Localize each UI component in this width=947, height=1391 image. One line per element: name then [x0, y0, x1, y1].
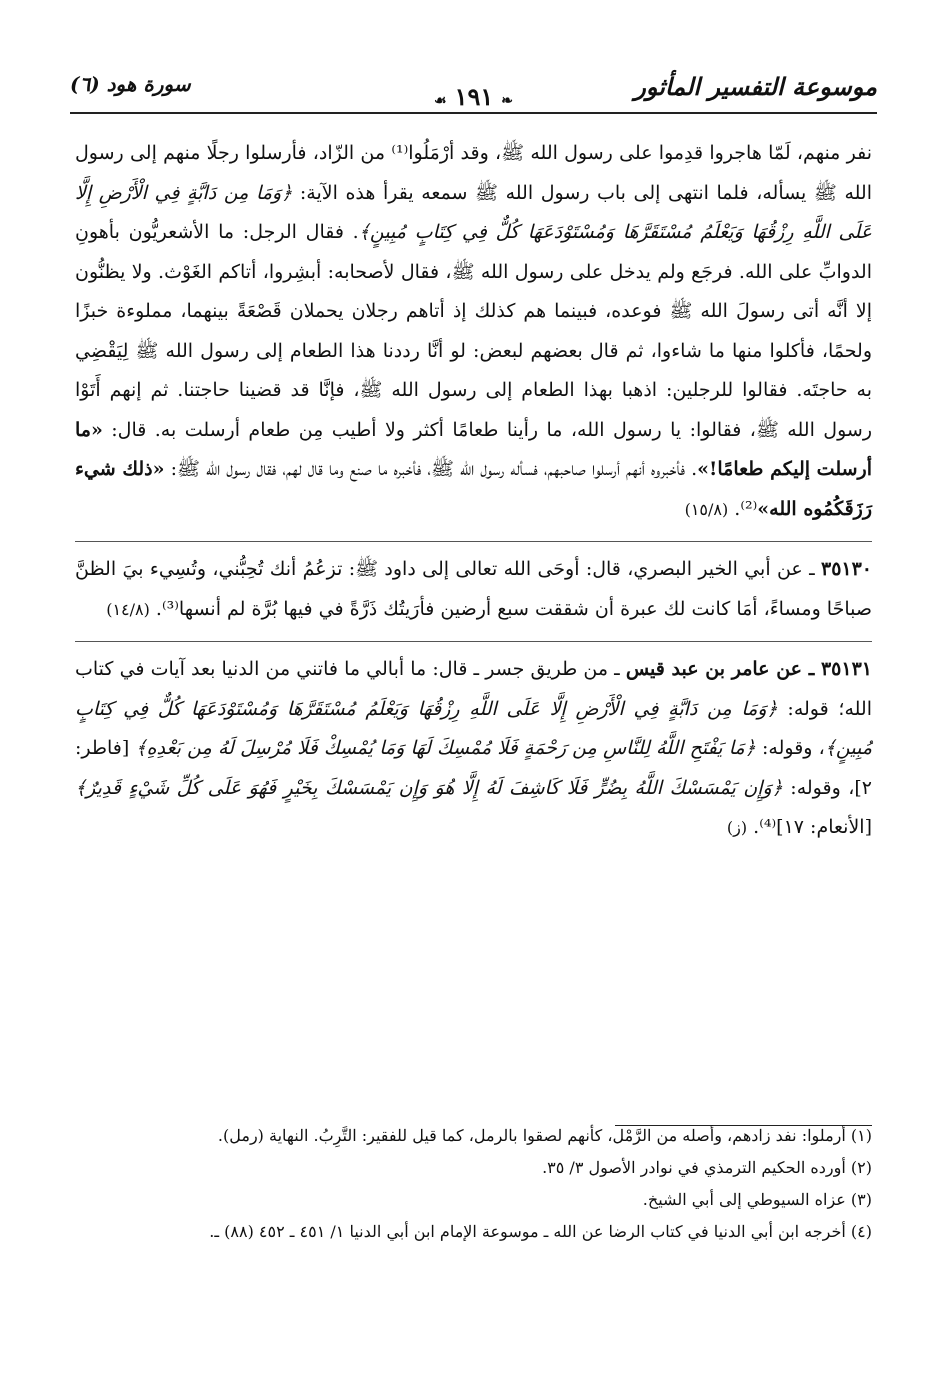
entry-number: ٣٥١٣١: [820, 658, 872, 680]
entry-35130: [75, 541, 872, 629]
text-run: [الأنعام: ١٧]⁽⁴⁾.: [747, 816, 872, 838]
quran-verse: ﴿وَمَا مِن دَابَّةٍ فِي الْأَرْضِ إِلَّا عَلَى اللَّهِ رِزْقُهَا وَيَعْلَمُ مُسْتَقَرَّهَا وَمُسْتَوْدَعَهَا كُلٌّ فِي كِتَابٍ مُبِينٍ﴾: [75, 181, 872, 243]
footnotes: [75, 1120, 872, 1248]
text-run: ـ من طريق جسر ـ قال: ما أبالي ما فاتني من الدنيا بعد آيات في كتاب الله؛ قوله:: [75, 658, 872, 720]
right-ornament-icon: ☙: [434, 93, 447, 109]
text-run: . فقال الرجل: ما الأشعريُّون بأهونِ الدوابِّ على الله. فرجَع ولم يدخل على رسول الله ﷺ، فقال لأصحابه: أبشِروا، أتاكم الغَوْث. ولا يظنُّون إلا أنَّه أتى رسولَ الله ﷺ فوعده، فبينما هم كذلك إذ أتاهم رجلان يحملان قَصْعَةً بينهما، مملوءة خبزًا ولحمًا، فأكلوا منها ما شاءوا، ثم قال بعضهم لبعض: لو أنَّا رددنا هذا الطعام إلى رسول الله ﷺ لِيَقْضِي به حاجتَه. فقالوا للرجلين: اذهبا بهذا الطعام إلى رسول الله ﷺ، فإنَّا قد قضينا حاجتنا. ثم إنهم أَتَوْا رسول الله ﷺ، فقالوا: يا رسول الله، ما رأينا طعامًا أكثر ولا أطيب مِن طعام أرسلت به. قال:: [75, 221, 872, 441]
source-reference: (١٥/٨): [684, 499, 729, 519]
quran-verse: ﴿وَمَا مِن دَابَّةٍ فِي الْأَرْضِ إِلَّا عَلَى اللَّهِ رِزْقُهَا وَيَعْلَمُ مُسْتَقَرَّهَا وَمُسْتَوْدَعَهَا كُلٌّ فِي كِتَابٍ مُبِينٍ﴾: [75, 697, 872, 759]
footnote: (١) أرملوا: نفد زادهم، وأصله من الرَّمْل، كأنهم لصقوا بالرمل، كما قيل للفقير: التَّرِبُ. النهاية (رمل).: [217, 1126, 872, 1145]
text-run: ، وقوله:: [755, 737, 825, 759]
book-title: موسوعة التفسير المأثور: [634, 72, 877, 101]
entry-35131: [75, 641, 872, 848]
hadith-quote: «ذلك شيء رَزَقَكُمُوه الله»: [75, 458, 872, 520]
header-divider: [70, 112, 877, 114]
page-number-group: [70, 82, 877, 111]
entry-number: ٣٥١٣٠: [820, 558, 873, 580]
source-reference: (١٤/٨): [106, 599, 150, 619]
quran-verse: ﴿وَإِن يَمْسَسْكَ اللَّهُ بِضُرٍّ فَلَا كَاشِفَ لَهُ إِلَّا هُوَ وَإِن يَمْسَسْكَ بِخَيْرٍ فَهُوَ عَلَى كُلِّ شَيْءٍ قَدِيرٌ﴾: [75, 776, 783, 799]
text-run: ـ عن أبي الخير البصري، قال: أوحَى الله تعالى إلى داود ﷺ: تزعُمُ أنك تُحِبُّني، وتُسِيء بيَ الظنَّ صباحًا ومساءً، أمَا كانت لك عبرة أن شققت سبع أرضين فأرَيتُك ذَرَّةً في فيها بُرَّة لم أنسها⁽³⁾.: [75, 558, 872, 620]
footnote-marker: ⁽²⁾.: [728, 497, 758, 520]
text-run: نفر منهم، لَمّا هاجروا قدِموا على رسول الله ﷺ، وقد أرْمَلُوا⁽¹⁾ من الزّاد، فأرسلوا رجلًا منهم إلى رسول الله ﷺ يسأله، فلما انتهى إلى باب رسول الله ﷺ سمعه يقرأ هذه الآية:: [75, 142, 872, 204]
footnote: (٤) أخرجه ابن أبي الدنيا في كتاب الرضا عن الله ـ موسوعة الإمام ابن أبي الدنيا ١/ ٤٥١ ـ ٤٥٢ (٨٨) ـ.: [209, 1222, 872, 1241]
source-reference: (ز): [726, 818, 748, 837]
surah-label: سورة هود (٦): [70, 72, 191, 96]
narrator-name: ـ عن عامر بن عبد قيس: [625, 658, 821, 680]
footnote: (٢) أورده الحكيم الترمذي في نوادر الأصول ٣/ ٣٥.: [542, 1158, 872, 1177]
left-ornament-icon: ❧: [501, 93, 513, 109]
text-run: [فاطر: ٢]، وقوله:: [75, 737, 873, 799]
main-text: [75, 134, 872, 848]
quran-verse: ﴿مَا يَفْتَحِ اللَّهُ لِلنَّاسِ مِن رَحْمَةٍ فَلَا مُمْسِكَ لَهَا وَمَا يُمْسِكْ فَلَا مُرْسِلَ لَهُ مِن بَعْدِهِ﴾: [135, 737, 756, 759]
paragraph-continuation: [75, 134, 872, 529]
footnote: (٣) عزاه السيوطي إلى أبي الشيخ.: [642, 1190, 872, 1209]
page-number: ١٩١: [454, 82, 494, 111]
text-run: . فأخبروه أنهم أرسلوا صاحبهم، فسأله رسول الله ﷺ، فأخبره ما صنع وما قال لهم، فقال رسول الله ﷺ:: [164, 458, 698, 480]
page-header: [70, 60, 877, 114]
hadith-quote: «ما أرسلت إليكم طعامًا!»: [75, 418, 872, 480]
